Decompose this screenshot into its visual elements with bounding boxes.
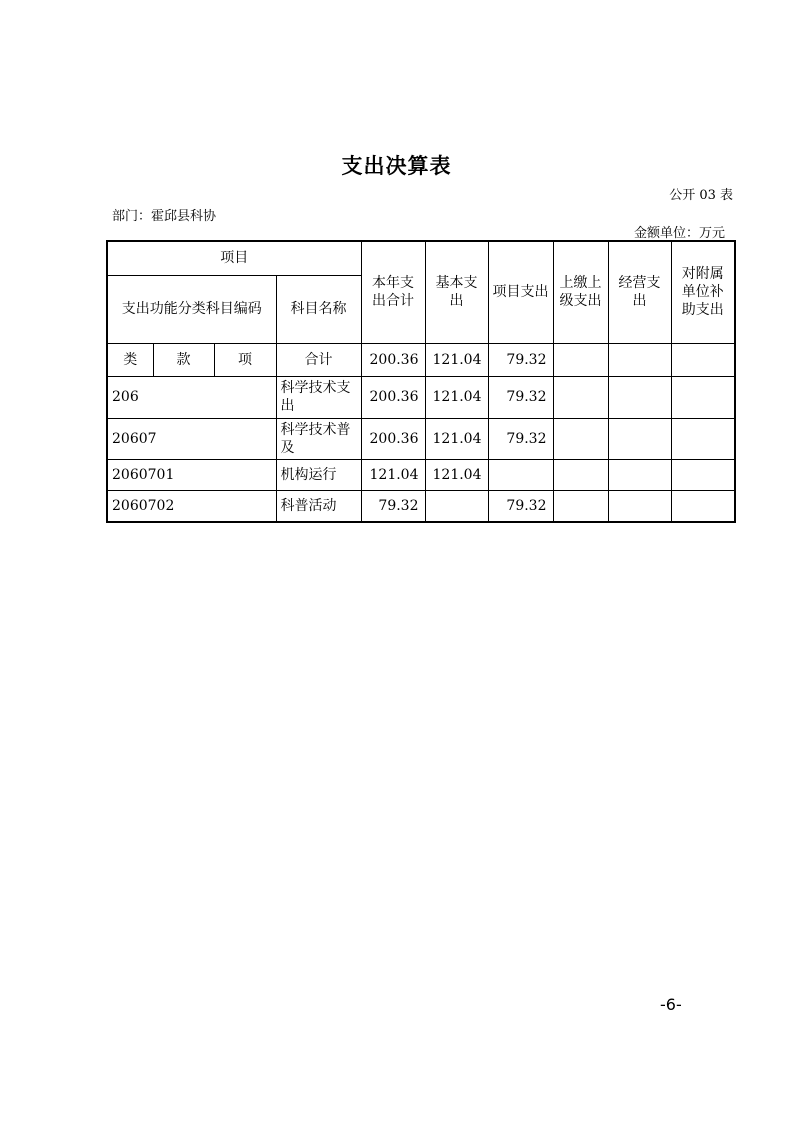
- page-title: 支出决算表: [341, 154, 452, 178]
- table-row: [107, 376, 735, 418]
- row-subsidy: [671, 490, 735, 522]
- page-number: -6-: [660, 995, 682, 1014]
- table-row: [107, 459, 735, 490]
- header-xiang: 项: [214, 343, 276, 376]
- row-business: [608, 490, 671, 522]
- header-row-1: [107, 241, 735, 275]
- total-cell: [608, 343, 671, 376]
- row-business: [608, 376, 671, 418]
- row-name: 科学技术支出: [276, 376, 361, 418]
- department-label: 部门：霍邱县科协: [112, 209, 217, 224]
- table-row: [107, 490, 735, 522]
- header-kuan: 款: [153, 343, 214, 376]
- form-number: 公开 03 表: [669, 188, 733, 203]
- row-basic: 121.04: [425, 459, 488, 490]
- header-code: 支出功能分类科目编码: [107, 275, 276, 343]
- row-code: 2060701: [107, 459, 276, 490]
- row-upper: [553, 418, 608, 459]
- row-name: 科学技术普及: [276, 418, 361, 459]
- row-basic: 121.04: [425, 418, 488, 459]
- row-name: 机构运行: [276, 459, 361, 490]
- row-project: [488, 459, 553, 490]
- amount-unit-label: 金额单位：万元: [633, 226, 725, 241]
- row-upper: [553, 490, 608, 522]
- row-business: [608, 418, 671, 459]
- total-cell: 79.32: [488, 343, 553, 376]
- row-project: 79.32: [488, 376, 553, 418]
- header-name: 科目名称: [276, 275, 361, 343]
- row-basic: 121.04: [425, 376, 488, 418]
- header-heji: 合计: [276, 343, 361, 376]
- header-project-exp: 项目支出: [488, 241, 553, 343]
- row-total: 200.36: [361, 376, 425, 418]
- row-total: 121.04: [361, 459, 425, 490]
- row-total: 200.36: [361, 418, 425, 459]
- total-cell: [671, 343, 735, 376]
- row-subsidy: [671, 418, 735, 459]
- header-basic: 基本支出: [425, 241, 488, 343]
- total-cell: 121.04: [425, 343, 488, 376]
- row-upper: [553, 376, 608, 418]
- header-subsidy: 对附属单位补助支出: [671, 241, 735, 343]
- row-code: 20607: [107, 418, 276, 459]
- total-cell: 200.36: [361, 343, 425, 376]
- header-project: 项目: [107, 241, 361, 275]
- row-project: 79.32: [488, 490, 553, 522]
- row-subsidy: [671, 459, 735, 490]
- table-row: [107, 418, 735, 459]
- row-basic: [425, 490, 488, 522]
- row-code: 2060702: [107, 490, 276, 522]
- row-subsidy: [671, 376, 735, 418]
- header-upper: 上缴上级支出: [553, 241, 608, 343]
- row-project: 79.32: [488, 418, 553, 459]
- expenditure-table: [106, 240, 736, 523]
- totals-row: [107, 343, 735, 376]
- total-cell: [553, 343, 608, 376]
- row-code: 206: [107, 376, 276, 418]
- header-business: 经营支出: [608, 241, 671, 343]
- header-total: 本年支出合计: [361, 241, 425, 343]
- row-name: 科普活动: [276, 490, 361, 522]
- row-business: [608, 459, 671, 490]
- row-upper: [553, 459, 608, 490]
- row-total: 79.32: [361, 490, 425, 522]
- header-lei: 类: [107, 343, 153, 376]
